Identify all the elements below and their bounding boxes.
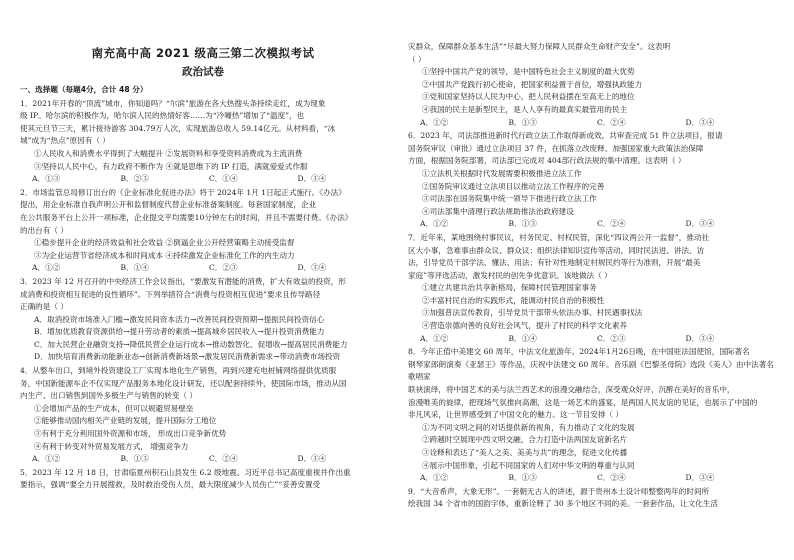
question-6-option: ②国务院审议通过立法项目以推动立法工作程序的完善 <box>422 181 605 191</box>
question-1-line: 1．2021年开春的“顶流”城市，你知道吗？“尔滨”旅游在各大热搜头条持续走红，成为现象 <box>20 98 326 108</box>
question-2-option: ①稳步提升企业的经济效益和社会效益 ②倒逼企业公开经营策略主动接受监督 <box>34 238 295 248</box>
question-8-option: ①为不同文明之间的对话提供新的视角，有力推动了文化的发展 <box>422 422 635 432</box>
left-column <box>20 0 386 560</box>
choice-b: B．②③ <box>120 174 149 184</box>
choice-d: D．③④ <box>685 219 715 229</box>
choice-a: A．①② <box>32 454 61 464</box>
choice-c: C．②③ <box>209 263 238 273</box>
question-8-line: 8．今年正值中美建交 60 周年，中法文化旅游年。2024年1月26日晚，在中国驻法国使馆，国际著名 <box>408 347 750 357</box>
question-8-option: ②跨越时空展现中西文明交融，合力打造中法两国友谊新名片 <box>422 435 628 445</box>
choice-a: A．①② <box>420 117 449 127</box>
question-7-choices <box>408 333 774 346</box>
choice-a: A．①② <box>32 263 61 273</box>
question-8-option: ③诠释和表达了“美人之美、美美与共”的理念，促进文化传播 <box>422 448 628 457</box>
question-2-line: 的出台有（ ） <box>20 225 68 235</box>
question-7-option: ④营造崇德向善的良好社会风气，提升了村民的科学文化素养 <box>422 321 628 331</box>
question-8-option: ④展示中国形象，引起不同国家的人们对中华文明的尊重与认同 <box>422 460 635 470</box>
question-4 <box>20 365 386 466</box>
question-6-option: ③司法部在国务院集中统一领导下推进行政立法工作 <box>422 194 597 204</box>
question-2-choices <box>20 262 386 275</box>
question-5-option: ①坚持中国共产党的领导，是中国特色社会主义制度的最大优势 <box>422 67 635 77</box>
choice-b: B．①③ <box>508 117 537 127</box>
question-7-line: 7．近年来，某地围绕村事民议，村务民定、村权民管，深化“四议两公开一监督”，推动社 <box>408 232 710 242</box>
question-9 <box>408 486 774 511</box>
question-3-option: D．加快培育消费新动能新业态→创新消费新场景→激发居民消费新需求→带动消费市场投资 <box>34 352 341 362</box>
choice-c: C．②④ <box>597 117 626 127</box>
question-4-line: 4．从整车出口，到境外投资建设工厂实现本地化生产销售，再到兴建充电桩铺网络提供优质服 <box>20 366 337 376</box>
question-7-option: ②丰富村民自治的实践形式，能调动村民自治的积极性 <box>422 295 605 305</box>
question-3 <box>20 276 386 364</box>
question-3-option: A．取消投资市场准入门槛→激发民间资本活力→改善民间投资预期→提振民间投资信心 <box>34 314 325 324</box>
question-6-line: 6．2023 年，司法部推进新时代行政立法工作取得新成效，共审查完成 51 件立法项目，报请 <box>408 131 723 141</box>
question-3-option: C．加大民营企业融资支持→降低民营企业运行成本→推动数智化、促增收→提高居民消费能力 <box>34 339 348 349</box>
question-8-line: 非凡风采，让世界感受到了中国文化的魅力。这一节目安排（ ） <box>408 410 624 420</box>
question-1-option: ③坚持以人民中心，有力政府不断作为 ④就是思维下的 IP 打造，满就爱爱式作服 <box>34 161 308 171</box>
question-7-line: 家庭”等评选活动，激发村民的创先争优意识。该地做法（ ） <box>408 270 612 280</box>
choice-b: B．①④ <box>120 263 149 273</box>
question-6-option: ①立法机关根据时代发展需要积极推进立法工作 <box>422 168 582 178</box>
question-5-line: 灾群众，保障群众基本生活”“尽最大努力保障人民群众生命财产安全”。这表明 <box>408 42 671 51</box>
question-2-line: 2．市场监管总局修订出台的《企业标准化促进办法》将于 2024年 1月 1日起正式施行。《办法》 <box>20 187 346 197</box>
question-8-line: 浪漫唯美的旋律，把现场气氛推向高潮，这是一场艺术的盛宴，是两国人民友谊的见证，也展示了中国的 <box>408 397 758 407</box>
question-5-option: ②中国共产党践行初心使命，把国家利益置于首位，增强执政能力 <box>422 79 643 89</box>
question-7-line: 法，引导党员干部学法、懂法、用法；有针对性地制定村规民约等行为准则，开展“最美 <box>408 258 701 268</box>
choice-b: B．①③ <box>120 454 149 464</box>
question-1 <box>20 98 386 186</box>
choice-a: A．①② <box>420 219 449 229</box>
choice-c: C．②④ <box>597 219 626 229</box>
question-8-line: 联袂演绎，将中国艺术的美与法兰西艺术的浪漫交融结合，深受观众好评，沉醉在美好的音乐中， <box>408 385 735 395</box>
question-4-option: ①会增加产品的生产成本，但可以规避贸易壁垒 <box>34 403 194 413</box>
choice-c: C．②④ <box>597 473 626 483</box>
choice-b: B．①③ <box>508 473 537 483</box>
question-5 <box>20 467 386 492</box>
exam-subtitle: 政治试卷 <box>182 66 224 78</box>
question-4-choices <box>20 453 386 466</box>
question-3-line: 成消费和投资相互促进的良性循环”。下列举措符合“消费与投资相互促进”要求且传导路径 <box>20 289 321 299</box>
question-2 <box>20 187 386 275</box>
choice-b: B．①④ <box>508 333 537 343</box>
question-4-option: ②能够推动国内相关产业链的发展，提升国际分工地位 <box>34 416 217 426</box>
question-1-line: 级 IP。哈尔滨的积极作为，哈尔滨人民的热情好客……为“冷噱热”增加了“温度”，也 <box>20 111 305 121</box>
choice-c: C．①④ <box>209 174 238 184</box>
choice-d: D．③④ <box>685 473 715 483</box>
question-6-line: 国务院审议（审批）通过立法项目 37 件，在抓落立改废释、加强国家重大政策法治保障 <box>408 143 704 153</box>
choice-a: A．①② <box>420 333 449 343</box>
question-4-line: 务，中国新能源车企不仅实现产品服务本地化设计研发，还以配套持续外，使国际市场，推动从国 <box>20 378 347 388</box>
choice-a: A．①③ <box>32 174 61 184</box>
choice-c: C．②③ <box>597 333 626 343</box>
question-2-line: 在公共服务平台上公开一项标准，企业提交平均需要10分钟左右的时间，并且不需要付费。《办法》 <box>20 212 353 222</box>
question-5-option: ④我国的民主是新型民主，是人人享有的最真实最管用的民主 <box>422 104 628 114</box>
choice-d: D．③④ <box>297 263 327 273</box>
question-8-choices <box>408 472 774 485</box>
question-4-line: 内生产、出口销售到国外多极生产与销售的转变（ ） <box>20 391 198 401</box>
question-7-line: 区大小事，急难事由群众议、群众议；组织法律知识宣传等活动，同时民法进、讲法、访 <box>408 245 705 255</box>
question-6 <box>408 130 774 231</box>
choice-d: D．③④ <box>297 454 327 464</box>
choice-d: D．③④ <box>685 333 715 343</box>
question-7 <box>408 232 774 345</box>
question-7-option: ①建立共建共治共享新格局，保障村民管理国家事务 <box>422 283 597 293</box>
question-9-line: 9．“大音希声，大象无形”。一套朝无古人的讲述，源于贵州本土设计师整整两年的时间所 <box>408 486 710 496</box>
question-1-option: ①人民收入和消费水平得到了大幅提升 ②发展资料和享受资料消费成为主流消费 <box>34 148 303 158</box>
question-5-line: 5．2023 年 12 月 18 日，甘肃临夏州积石山县发生 6.2 级地震。习近平总书记高度重视并作出重 <box>20 467 351 477</box>
question-1-line: 城”成为“热点”原因有（ ） <box>20 136 110 146</box>
question-5-option: ③党和国家坚持以人民为中心，把人民利益摆在至高无上的地位 <box>422 92 635 102</box>
question-4-option: ④有利于转变对外贸易发展方式， 增强竞争力 <box>34 441 189 451</box>
choice-d: D．③④ <box>685 117 715 127</box>
choice-d: D．③④ <box>297 174 327 184</box>
question-9-line: 绘我国 34 个省市的国韵字体，重新诠释了 30 多个地区不同的美。一套套作品，让文化生活 <box>408 499 718 509</box>
question-6-option: ④司法部集中清理行政法规助推法治政府建设 <box>422 206 574 216</box>
question-1-line: 使其元旦节三天，累计接待游客 304.79万人次，实现旅游总收入 59.14亿元。从材料看，“冰 <box>20 123 336 133</box>
question-2-line: 提出，用企业标准自我声明公开和监督制度代替企业标准备案制度。每套国家制度，企业 <box>20 200 317 210</box>
right-column <box>408 0 774 560</box>
question-2-option: ③为企业运营节省经济成本和时间成本 ④持续激发企业标准化工作的内生动力 <box>34 250 295 260</box>
choice-c: C．②④ <box>209 454 238 464</box>
question-5-choices <box>408 117 774 130</box>
exam-title: 南充高中高 2021 级高三第二次模拟考试 <box>91 46 315 60</box>
question-3-line: 3．2023 年 12 月召开的中央经济工作会议指出，“要激发有潜能的消费，扩大有效益的投资，形 <box>20 276 346 286</box>
question-1-choices <box>20 173 386 186</box>
question-5-line: 要指示，强调“要全力开展搜救，及时救治受伤人员，最大限度减少人员伤亡”“妥善安置受 <box>20 480 321 490</box>
choice-b: B．①③ <box>508 219 537 229</box>
question-6-choices <box>408 218 774 231</box>
choice-a: A．①② <box>420 473 449 483</box>
section-heading: 一、选择题（每题4分，合计 48 分） <box>20 85 148 94</box>
question-6-line: 方面，根据国务院部署，司法部已完成对 404部行政法规的集中清理。这表明（ ） <box>408 156 686 166</box>
question-3-line: 正确的是（ ） <box>20 302 68 312</box>
question-8-line: 钢琴家郎朗演奏《亚瑟王》等作品，庆祝中法建交 60 周年。音乐剧《巴黎圣母院》选段《美人》由中法著名歌唱家 <box>408 359 774 382</box>
question-5-continued <box>408 41 774 129</box>
question-8 <box>408 346 774 485</box>
question-5-line: （ ） <box>408 54 426 64</box>
question-7-option: ③加强普法宣传教育，引导党员干部带头依法办事、村民遇事找法 <box>422 308 643 318</box>
question-4-option: ③有利于充分利用国外资源和市场， 形成出口竞争新优势 <box>34 429 227 439</box>
question-3-option: B．增加优质教育资源供给→提升劳动者的素质→提高城乡居民收入→提升投资消费能力 <box>34 327 325 337</box>
